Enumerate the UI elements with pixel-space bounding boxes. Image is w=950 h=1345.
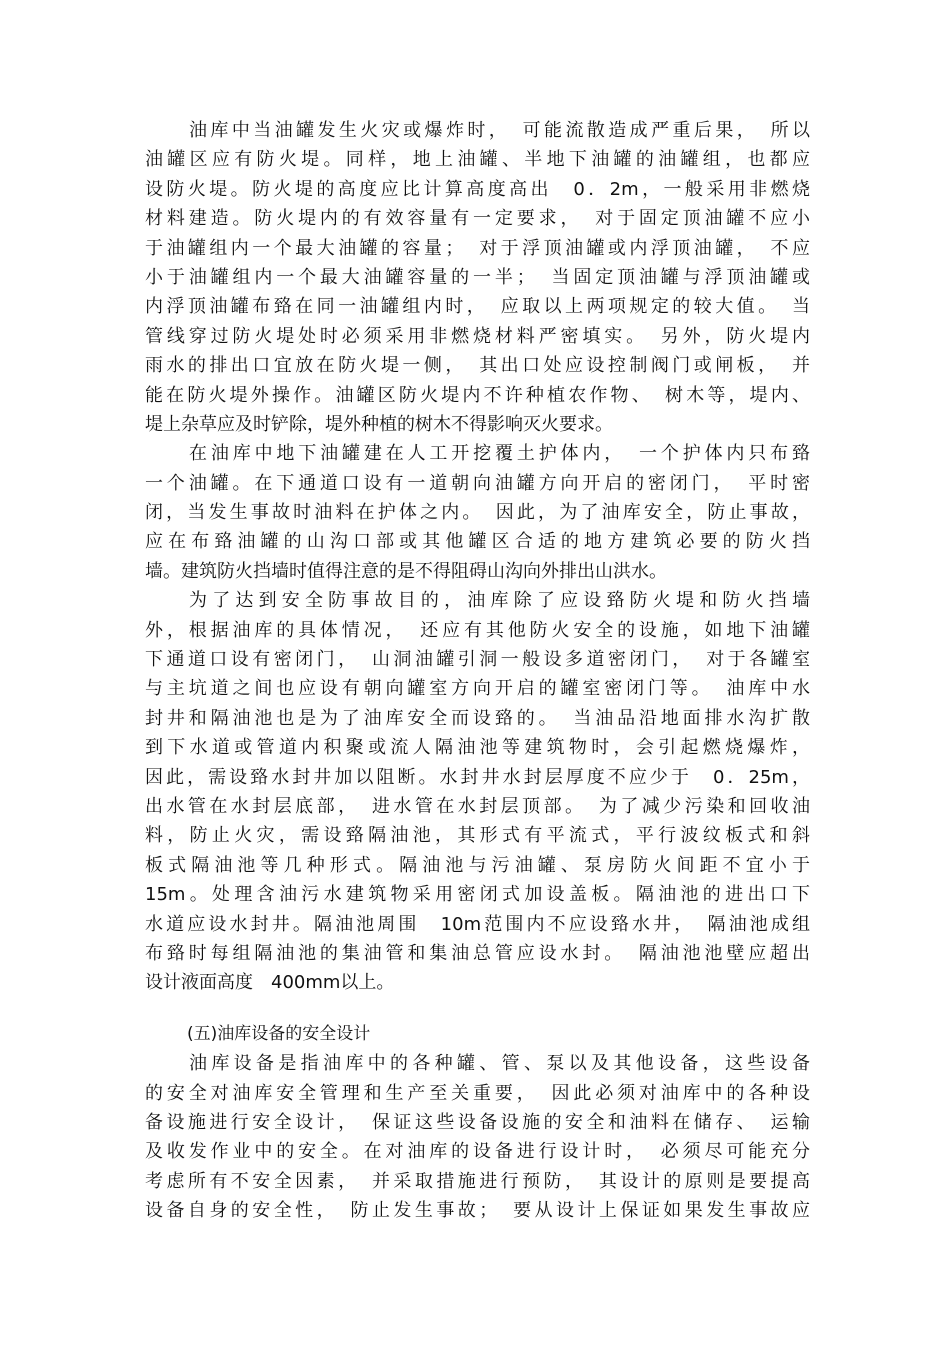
paragraph-line: 设防火堤。防火堤的高度应比计算高度高出 0．2m，一般采用非燃烧 [145,178,810,200]
paragraph-line: 堤上杂草应及时铲除，堤外种植的树木不得影响灭火要求。 [145,413,613,435]
paragraph-line: 15m。处理含油污水建筑物采用密闭式加设盖板。隔油池的进出口下 [145,884,810,906]
paragraph-line: 能在防火堤外操作。油罐区防火堤内不许种植农作物、 树木等，堤内、 [145,384,810,406]
paragraph-line: 与主坑道之间也应设有朝向罐室方向开启的罐室密闭门等。 油库中水 [145,678,810,700]
paragraph-line: 下通道口设有密闭门， 山洞油罐引洞一般设多道密闭门， 对于各罐室 [145,649,810,671]
document-body [145,116,810,1225]
paragraph-line: 板式隔油池等几种形式。隔油池与污油罐、泵房防火间距不宜小于 [145,854,810,876]
paragraph-line: 内浮顶油罐布臵在同一油罐组内时， 应取以上两项规定的较大值。 当 [145,296,810,318]
paragraph-line: 油库设备是指油库中的各种罐、管、泵以及其他设备，这些设备 [189,1053,810,1075]
paragraph-line: 小于油罐组内一个最大油罐容量的一半； 当固定顶油罐与浮顶油罐或 [145,266,810,288]
paragraph-line: 油罐区应有防火堤。同样，地上油罐、半地下油罐的油罐组，也都应 [145,149,810,171]
paragraph-line: 材料建造。防火堤内的有效容量有一定要求， 对于固定顶油罐不应小 [145,208,810,230]
paragraph-line: 墙。建筑防火挡墙时值得注意的是不得阻碍山沟向外排出山洪水。 [145,560,667,582]
paragraph-line: 闭，当发生事故时油料在护体之内。 因此，为了油库安全，防止事故， [145,502,810,524]
section-heading: (五)油库设备的安全设计 [187,1023,371,1044]
paragraph-line: 考虑所有不安全因素， 并采取措施进行预防， 其设计的原则是要提高 [145,1170,810,1192]
paragraph-line: 封井和隔油池也是为了油库安全而设臵的。 当油品沿地面排水沟扩散 [145,707,810,729]
paragraph-line: 备设施进行安全设计， 保证这些设备设施的安全和油料在储存、 运输 [145,1111,810,1133]
paragraph-line: 水道应设水封井。隔油池周围 10m范围内不应设臵水井， 隔油池成组 [145,913,810,935]
paragraph-line: 在油库中地下油罐建在人工开挖覆土护体内， 一个护体内只布臵 [189,443,810,465]
paragraph-line: 应在布臵油罐的山沟口部或其他罐区合适的地方建筑必要的防火挡 [145,531,810,553]
paragraph-line: 外，根据油库的具体情况， 还应有其他防火安全的设施，如地下油罐 [145,619,810,641]
blank-line [145,998,810,1020]
paragraph-line: 于油罐组内一个最大油罐的容量； 对于浮顶油罐或内浮顶油罐， 不应 [145,237,810,259]
paragraph-line: 布臵时每组隔油池的集油管和集油总管应设水封。 隔油池池壁应超出 [145,942,810,964]
paragraph-line: 设备自身的安全性， 防止发生事故； 要从设计上保证如果发生事故应 [145,1200,810,1222]
paragraph-line: 及收发作业中的安全。在对油库的设备进行设计时， 必须尽可能充分 [145,1141,810,1163]
paragraph-line: 因此，需设臵水封井加以阻断。水封井水封层厚度不应少于 0．25m， [145,766,810,788]
paragraph-line: 管线穿过防火堤处时必须采用非燃烧材料严密填实。 另外，防火堤内 [145,325,810,347]
paragraph-line: 一个油罐。在下通道口设有一道朝向油罐方向开启的密闭门， 平时密 [145,472,810,494]
paragraph-line: 到下水道或管道内积聚或流人隔油池等建筑物时，会引起燃烧爆炸， [145,737,810,759]
paragraph-line: 料，防止火灾，需设臵隔油池，其形式有平流式，平行波纹板式和斜 [145,825,810,847]
paragraph-line: 雨水的排出口宜放在防火堤一侧， 其出口处应设控制阀门或闸板， 并 [145,355,810,377]
paragraph-line: 设计液面高度 400mm以上。 [145,972,395,994]
paragraph-line: 为了达到安全防事故目的，油库除了应设臵防火堤和防火挡墙 [189,590,810,612]
paragraph-line: 的安全对油库安全管理和生产至关重要， 因此必须对油库中的各种设 [145,1082,810,1104]
paragraph-line: 油库中当油罐发生火灾或爆炸时， 可能流散造成严重后果， 所以 [189,120,810,141]
paragraph-line: 出水管在水封层底部， 进水管在水封层顶部。 为了减少污染和回收油 [145,795,810,817]
